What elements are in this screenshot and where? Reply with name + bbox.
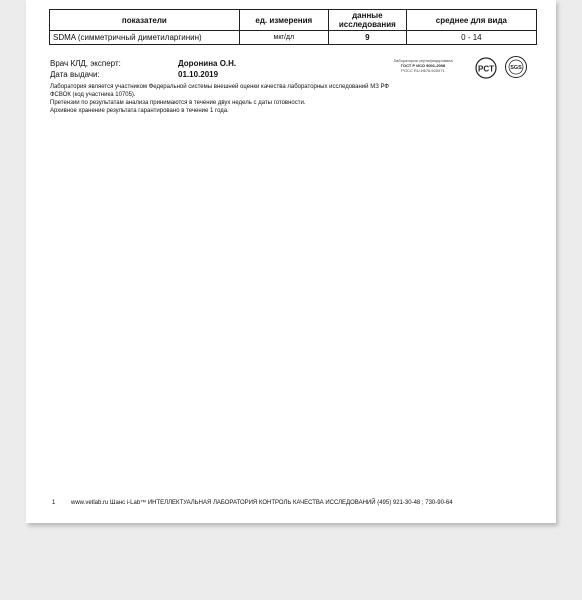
lab-notes <box>50 83 389 115</box>
footer-text: www.vetlab.ru Шанс i-Lab™ ИНТЕЛЛЕКТУАЛЬНАЯ ЛАБОРАТОРИЯ КОНТРОЛЬ КАЧЕСТВА ИССЛЕДОВАНИЙ (495) 921-30-48 ; 730-90-64 <box>71 500 453 506</box>
header-unit: ед. измерения <box>239 10 328 31</box>
date-value: 01.10.2019 <box>178 70 219 79</box>
cert-line: РОСС RU.И676.600071 <box>401 68 445 73</box>
note-line: Лаборатория является участником Федеральной системы внешней оценки качества лабораторных исследований МЗ РФ <box>50 84 389 90</box>
table-header-row <box>50 10 537 31</box>
row-unit: мкг/дл <box>239 31 328 45</box>
report-page <box>26 0 556 523</box>
note-line: Претензии по результатам анализа принимаются в течение двух недель с даты готовности. <box>50 100 306 106</box>
results-table <box>49 9 537 45</box>
sgs-logo-text: SGS <box>510 65 522 71</box>
row-reference: 0 - 14 <box>406 31 536 45</box>
pct-certification-logo <box>473 56 501 80</box>
sgs-certification-logo <box>504 55 528 79</box>
header-reference: среднее для вида <box>406 10 536 31</box>
doctor-name: Доронина О.Н. <box>178 59 237 68</box>
row-value: 9 <box>328 31 406 45</box>
pct-logo-text: PCT <box>478 64 494 74</box>
doctor-label: Врач КЛД, эксперт: <box>50 59 121 68</box>
date-label: Дата выдачи: <box>50 70 100 79</box>
footer-page-number: 1 <box>52 500 56 506</box>
certification-text <box>390 58 456 73</box>
header-result: данные исследования <box>328 10 406 31</box>
table-row <box>50 31 537 45</box>
row-indicator: SDMA (симметричный диметиларгинин) <box>50 31 240 45</box>
cert-line: ГОСТ Р ИСО 9001-2008 <box>400 63 446 68</box>
header-indicator: показатели <box>50 10 240 31</box>
cert-line: Лаборатория сертифицирована <box>393 58 453 63</box>
note-line: ФСВОК (код участника 10705). <box>50 92 136 98</box>
note-line: Архивное хранение результата гарантировано в течение 1 года. <box>50 108 229 114</box>
